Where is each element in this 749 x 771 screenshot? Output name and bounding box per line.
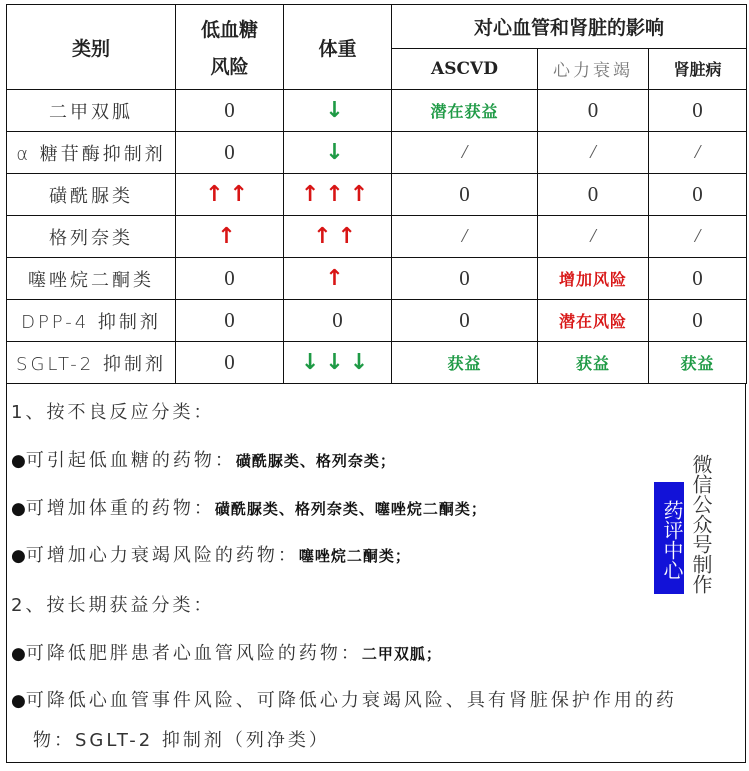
- benefit-tag: 获益: [575, 354, 610, 373]
- note-text: 可降低心血管事件风险、可降低心力衰竭风险、具有肾脏保护作用的药: [25, 690, 677, 711]
- benefit-tag: 潜在获益: [430, 102, 499, 121]
- row-category: 格列奈类: [7, 216, 176, 258]
- note-label: 可增加心力衰竭风险的药物：: [25, 545, 299, 566]
- arrow-down-icon: ↓↓↓: [300, 350, 375, 375]
- weight-value: [284, 342, 392, 384]
- note-value: 磺酰脲类、格列奈类；: [235, 452, 396, 470]
- risk-tag: 潜在风险: [558, 312, 627, 331]
- drug-comparison-table: [6, 4, 747, 384]
- table-row: [7, 342, 747, 384]
- kidney-value: [649, 342, 747, 384]
- row-category: 二甲双胍: [7, 90, 176, 132]
- kidney-value: /: [649, 216, 747, 258]
- header-ascvd: ASCVD: [392, 48, 538, 90]
- heart-failure-value: [538, 342, 649, 384]
- risk-tag: 增加风险: [558, 270, 627, 289]
- note-label: 可引起低血糖的药物：: [25, 450, 236, 471]
- header-kidney-disease: 肾脏病: [649, 48, 747, 90]
- header-category: 类别: [7, 5, 176, 90]
- weight-value: [284, 90, 392, 132]
- header-hypoglycemia-risk: [176, 5, 284, 90]
- benefit-tag: 获益: [680, 354, 715, 373]
- heart-failure-value: 0: [538, 90, 649, 132]
- heart-failure-value: 0: [538, 174, 649, 216]
- kidney-value: 0: [649, 300, 747, 342]
- weight-value: 0: [284, 300, 392, 342]
- header-hypoglycemia-line1: 低血糖: [200, 19, 258, 41]
- bullet-icon: ●: [11, 691, 26, 711]
- arrow-up-icon: ↑↑↑: [300, 182, 375, 207]
- note-hypoglycemia-drugs: [11, 446, 396, 472]
- hypoglycemia-value: 0: [176, 90, 284, 132]
- kidney-value: 0: [649, 258, 747, 300]
- arrow-down-icon: ↓: [325, 140, 350, 165]
- section1-title: 1、按不良反应分类：: [11, 402, 215, 423]
- ascvd-value: /: [392, 132, 538, 174]
- bullet-icon: ●: [11, 499, 26, 519]
- ascvd-value: /: [392, 216, 538, 258]
- row-category: DPP-4 抑制剂: [7, 300, 176, 342]
- weight-value: [284, 216, 392, 258]
- row-category: α 糖苷酶抑制剂: [7, 132, 176, 174]
- weight-value: [284, 174, 392, 216]
- arrow-up-icon: ↑: [217, 224, 242, 249]
- watermark-side-text: 微信公众号制作: [689, 454, 713, 594]
- arrow-up-icon: ↑↑: [205, 182, 254, 207]
- table-row: [7, 90, 747, 132]
- notes-box: [6, 384, 746, 763]
- note-obese-cv-drugs: [11, 639, 442, 665]
- table-row: [7, 258, 747, 300]
- note-weight-gain-drugs: [11, 494, 487, 520]
- kidney-value: 0: [649, 174, 747, 216]
- row-category: SGLT-2 抑制剂: [7, 342, 176, 384]
- note-label: 可增加体重的药物：: [25, 498, 215, 519]
- header-hypoglycemia-line2: 风险: [210, 56, 249, 78]
- hypoglycemia-value: 0: [176, 342, 284, 384]
- row-category: 噻唑烷二酮类: [7, 258, 176, 300]
- heart-failure-value: [538, 300, 649, 342]
- weight-value: [284, 258, 392, 300]
- note-sglt2-line1: [11, 686, 677, 712]
- row-category: 磺酰脲类: [7, 174, 176, 216]
- note-value: 二甲双胍；: [361, 645, 442, 663]
- note-value: 磺酰脲类、格列奈类、噻唑烷二酮类；: [214, 500, 487, 518]
- heart-failure-value: /: [538, 216, 649, 258]
- heart-failure-value: /: [538, 132, 649, 174]
- ascvd-value: [392, 342, 538, 384]
- ascvd-value: 0: [392, 300, 538, 342]
- header-weight: 体重: [284, 5, 392, 90]
- note-label: 可降低肥胖患者心血管风险的药物：: [25, 643, 362, 664]
- watermark-badge: 药评中心: [654, 482, 684, 594]
- bullet-icon: ●: [11, 644, 26, 664]
- section2-title: 2、按长期获益分类：: [11, 595, 215, 616]
- hypoglycemia-value: [176, 174, 284, 216]
- ascvd-value: 0: [392, 258, 538, 300]
- note-heart-failure-drugs: [11, 541, 411, 567]
- benefit-tag: 获益: [447, 354, 482, 373]
- kidney-value: 0: [649, 90, 747, 132]
- table-row: [7, 216, 747, 258]
- table-row: [7, 300, 747, 342]
- kidney-value: /: [649, 132, 747, 174]
- bullet-icon: ●: [11, 451, 26, 471]
- table-row: [7, 174, 747, 216]
- hypoglycemia-value: 0: [176, 300, 284, 342]
- table-row: [7, 132, 747, 174]
- heart-failure-value: [538, 258, 649, 300]
- hypoglycemia-value: 0: [176, 258, 284, 300]
- note-value: 噻唑烷二酮类；: [298, 547, 411, 565]
- header-cv-renal-group: 对心血管和肾脏的影响: [392, 5, 747, 49]
- ascvd-value: 0: [392, 174, 538, 216]
- arrow-up-icon: ↑↑: [313, 224, 362, 249]
- arrow-up-icon: ↑: [325, 266, 350, 291]
- bullet-icon: ●: [11, 546, 26, 566]
- header-row-top: [7, 5, 747, 49]
- hypoglycemia-value: 0: [176, 132, 284, 174]
- weight-value: [284, 132, 392, 174]
- arrow-down-icon: ↓: [325, 98, 350, 123]
- ascvd-value: [392, 90, 538, 132]
- note-sglt2-line2: 物：SGLT-2 抑制剂（列净类）: [33, 730, 330, 751]
- header-heart-failure: 心力衰竭: [538, 48, 649, 90]
- document: [6, 4, 746, 763]
- hypoglycemia-value: [176, 216, 284, 258]
